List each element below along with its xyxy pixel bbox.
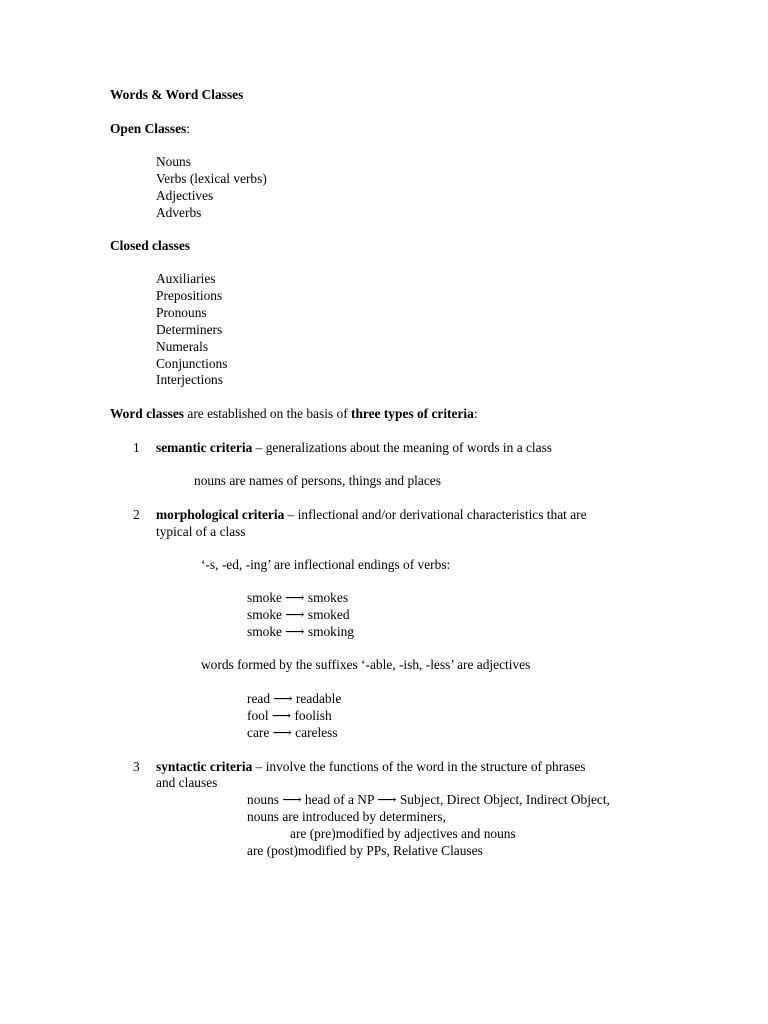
criterion-line-continued: typical of a class	[156, 524, 246, 539]
example-item: smoke ⟶ smoked	[247, 607, 350, 622]
syntactic-detail: are (pre)modified by adjectives and nouns	[290, 826, 516, 841]
criterion-line: syntactic criteria – involve the functions of the word in the structure of phrases	[156, 759, 586, 774]
example-item: care ⟶ careless	[247, 725, 338, 740]
syntactic-detail: are (post)modified by PPs, Relative Clauses	[247, 843, 483, 858]
criterion-line-continued: and clauses	[156, 775, 218, 790]
criterion-number: 3	[133, 759, 140, 774]
example-item: smoke ⟶ smokes	[247, 590, 349, 605]
list-item: Prepositions	[156, 288, 223, 303]
list-item: Auxiliaries	[156, 271, 216, 286]
list-item: Numerals	[156, 339, 209, 354]
criterion-line: morphological criteria – inflectional and/or derivational characteristics that are	[156, 507, 587, 522]
syntactic-detail: nouns ⟶ head of a NP ⟶ Subject, Direct Object, Indirect Object,	[247, 792, 610, 807]
inflection-note: ‘-s, -ed, -ing’ are inflectional endings of verbs:	[201, 557, 451, 572]
open-classes-heading: Open Classes:	[110, 121, 190, 136]
list-item: Pronouns	[156, 305, 207, 320]
closed-classes-heading: Closed classes	[110, 238, 190, 253]
list-item: Adjectives	[156, 188, 214, 203]
list-item: Conjunctions	[156, 356, 228, 371]
list-item: Adverbs	[156, 205, 202, 220]
example-item: smoke ⟶ smoking	[247, 624, 354, 639]
syntactic-detail: nouns are introduced by determiners,	[247, 809, 446, 824]
list-item: Nouns	[156, 154, 191, 169]
criterion-number: 1	[133, 440, 140, 455]
criterion-number: 2	[133, 507, 140, 522]
document-title: Words & Word Classes	[110, 87, 244, 102]
criterion-line: semantic criteria – generalizations about the meaning of words in a class	[156, 440, 553, 455]
list-item: Verbs (lexical verbs)	[156, 171, 267, 186]
list-item: Interjections	[156, 372, 223, 387]
criteria-intro: Word classes are established on the basis of three types of criteria:	[110, 406, 478, 421]
example-item: fool ⟶ foolish	[247, 708, 332, 723]
example-item: read ⟶ readable	[247, 691, 342, 706]
derivation-note: words formed by the suffixes ‘-able, -ish, -less’ are adjectives	[201, 657, 531, 672]
list-item: Determiners	[156, 322, 223, 337]
criterion-example: nouns are names of persons, things and places	[194, 473, 441, 488]
